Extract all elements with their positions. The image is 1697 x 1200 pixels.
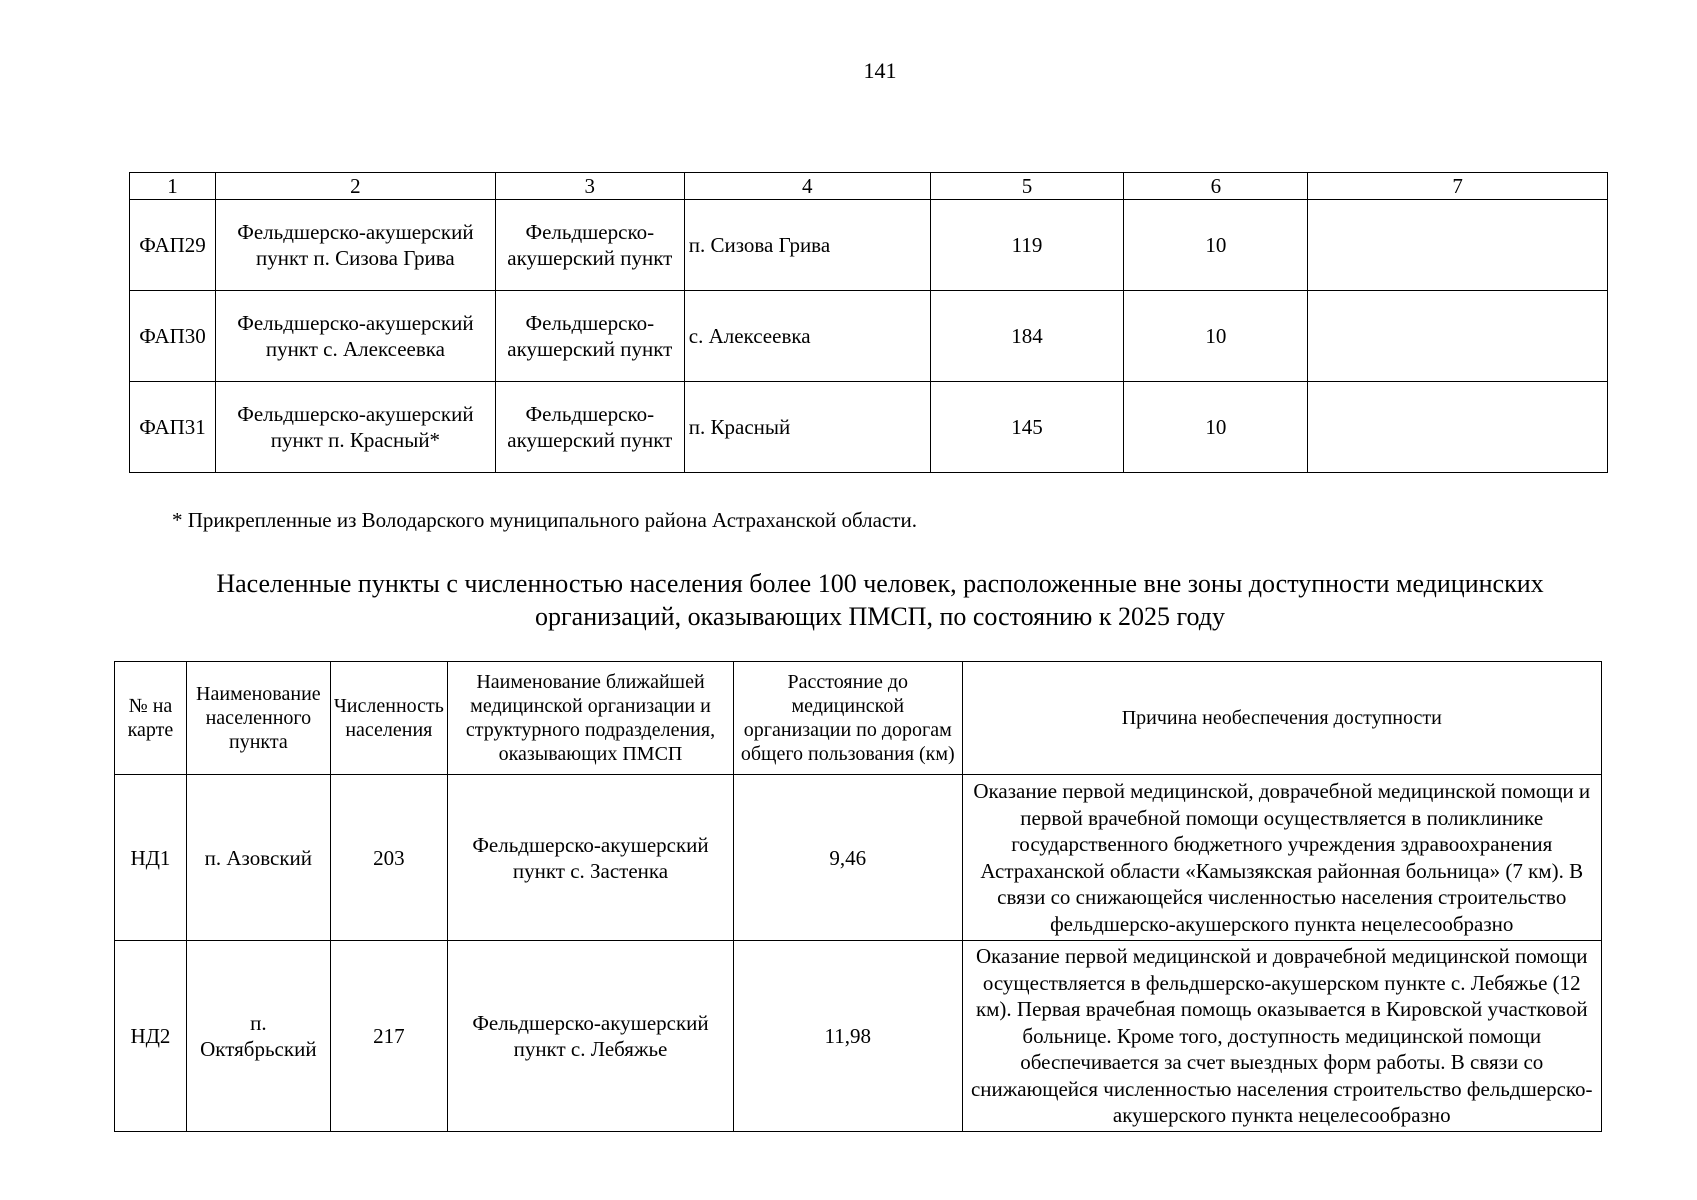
value-col7 <box>1308 291 1608 382</box>
facility-type: Фельдшерско-акушерский пункт <box>495 200 684 291</box>
table-row <box>115 775 1602 941</box>
table-row <box>130 291 1608 382</box>
column-number: 3 <box>495 173 684 200</box>
value-col6: 10 <box>1124 291 1308 382</box>
header-map-number: № на карте <box>115 662 187 775</box>
facility-code: ФАП31 <box>130 382 216 473</box>
column-number: 5 <box>930 173 1124 200</box>
column-number-row <box>130 173 1608 200</box>
population: 184 <box>930 291 1124 382</box>
distance: 11,98 <box>734 941 962 1132</box>
facility-name: Фельдшерско-акушерский пункт п. Красный* <box>215 382 495 473</box>
settlement: п. Сизова Грива <box>684 200 930 291</box>
column-number: 6 <box>1124 173 1308 200</box>
section-title: Населенные пункты с численностью населения более 100 человек, расположенные вне зоны доступности медицинских организаций, оказывающих ПМСП, по состоянию к 2025 году <box>216 569 1544 631</box>
value-col7 <box>1308 200 1608 291</box>
header-reason: Причина необеспечения доступности <box>962 662 1602 775</box>
facility-code: ФАП29 <box>130 200 216 291</box>
header-distance: Расстояние до медицинской организации по дорогам общего пользования (км) <box>734 662 962 775</box>
settlement: с. Алексеевка <box>684 291 930 382</box>
facilities-table-continuation <box>129 172 1608 473</box>
population: 119 <box>930 200 1124 291</box>
map-number: НД1 <box>115 775 187 941</box>
column-number: 4 <box>684 173 930 200</box>
value-col6: 10 <box>1124 382 1308 473</box>
header-settlement-name: Наименование населенного пункта <box>186 662 330 775</box>
nearest-organization: Фельдшерско-акушерский пункт с. Застенка <box>447 775 733 941</box>
facility-type: Фельдшерско-акушерский пункт <box>495 291 684 382</box>
distance: 9,46 <box>734 775 962 941</box>
facility-name: Фельдшерско-акушерский пункт с. Алексеевка <box>215 291 495 382</box>
settlement-name: п. Октябрьский <box>186 941 330 1132</box>
settlement-name: п. Азовский <box>186 775 330 941</box>
settlements-table <box>114 661 1602 1132</box>
column-number: 2 <box>215 173 495 200</box>
facility-name: Фельдшерско-акушерский пункт п. Сизова Грива <box>215 200 495 291</box>
facility-code: ФАП30 <box>130 291 216 382</box>
settlement: п. Красный <box>684 382 930 473</box>
footnote: * Прикрепленные из Володарского муниципального района Астраханской области. <box>172 508 917 532</box>
value-col6: 10 <box>1124 200 1308 291</box>
population: 145 <box>930 382 1124 473</box>
population: 203 <box>330 775 447 941</box>
column-number: 7 <box>1308 173 1608 200</box>
map-number: НД2 <box>115 941 187 1132</box>
population: 217 <box>330 941 447 1132</box>
table-row <box>115 941 1602 1132</box>
facility-type: Фельдшерско-акушерский пункт <box>495 382 684 473</box>
header-population: Численность населения <box>330 662 447 775</box>
page-number: 141 <box>863 58 897 83</box>
nearest-organization: Фельдшерско-акушерский пункт с. Лебяжье <box>447 941 733 1132</box>
table-row <box>130 382 1608 473</box>
value-col7 <box>1308 382 1608 473</box>
reason: Оказание первой медицинской и доврачебной медицинской помощи осуществляется в фельдшерско-акушерском пункте с. Лебяжье (12 км). Первая врачебная помощь оказывается в Кировской участковой больнице. Кроме того, доступность медицинской помощи обеспечивается за счет выездных форм работы. В связи со снижающейся численностью населения строительство фельдшерско-акушерского пункта нецелесообразно <box>962 941 1602 1132</box>
table-row <box>130 200 1608 291</box>
table-header-row <box>115 662 1602 775</box>
column-number: 1 <box>130 173 216 200</box>
reason: Оказание первой медицинской, доврачебной медицинской помощи и первой врачебной помощи осуществляется в поликлинике государственного бюджетного учреждения здравоохранения Астраханской области «Камызякская районная больница» (7 км). В связи со снижающейся численностью населения строительство фельдшерско-акушерского пункта нецелесообразно <box>962 775 1602 941</box>
header-nearest-organization: Наименование ближайшей медицинской организации и структурного подразделения, оказывающих ПМСП <box>447 662 733 775</box>
